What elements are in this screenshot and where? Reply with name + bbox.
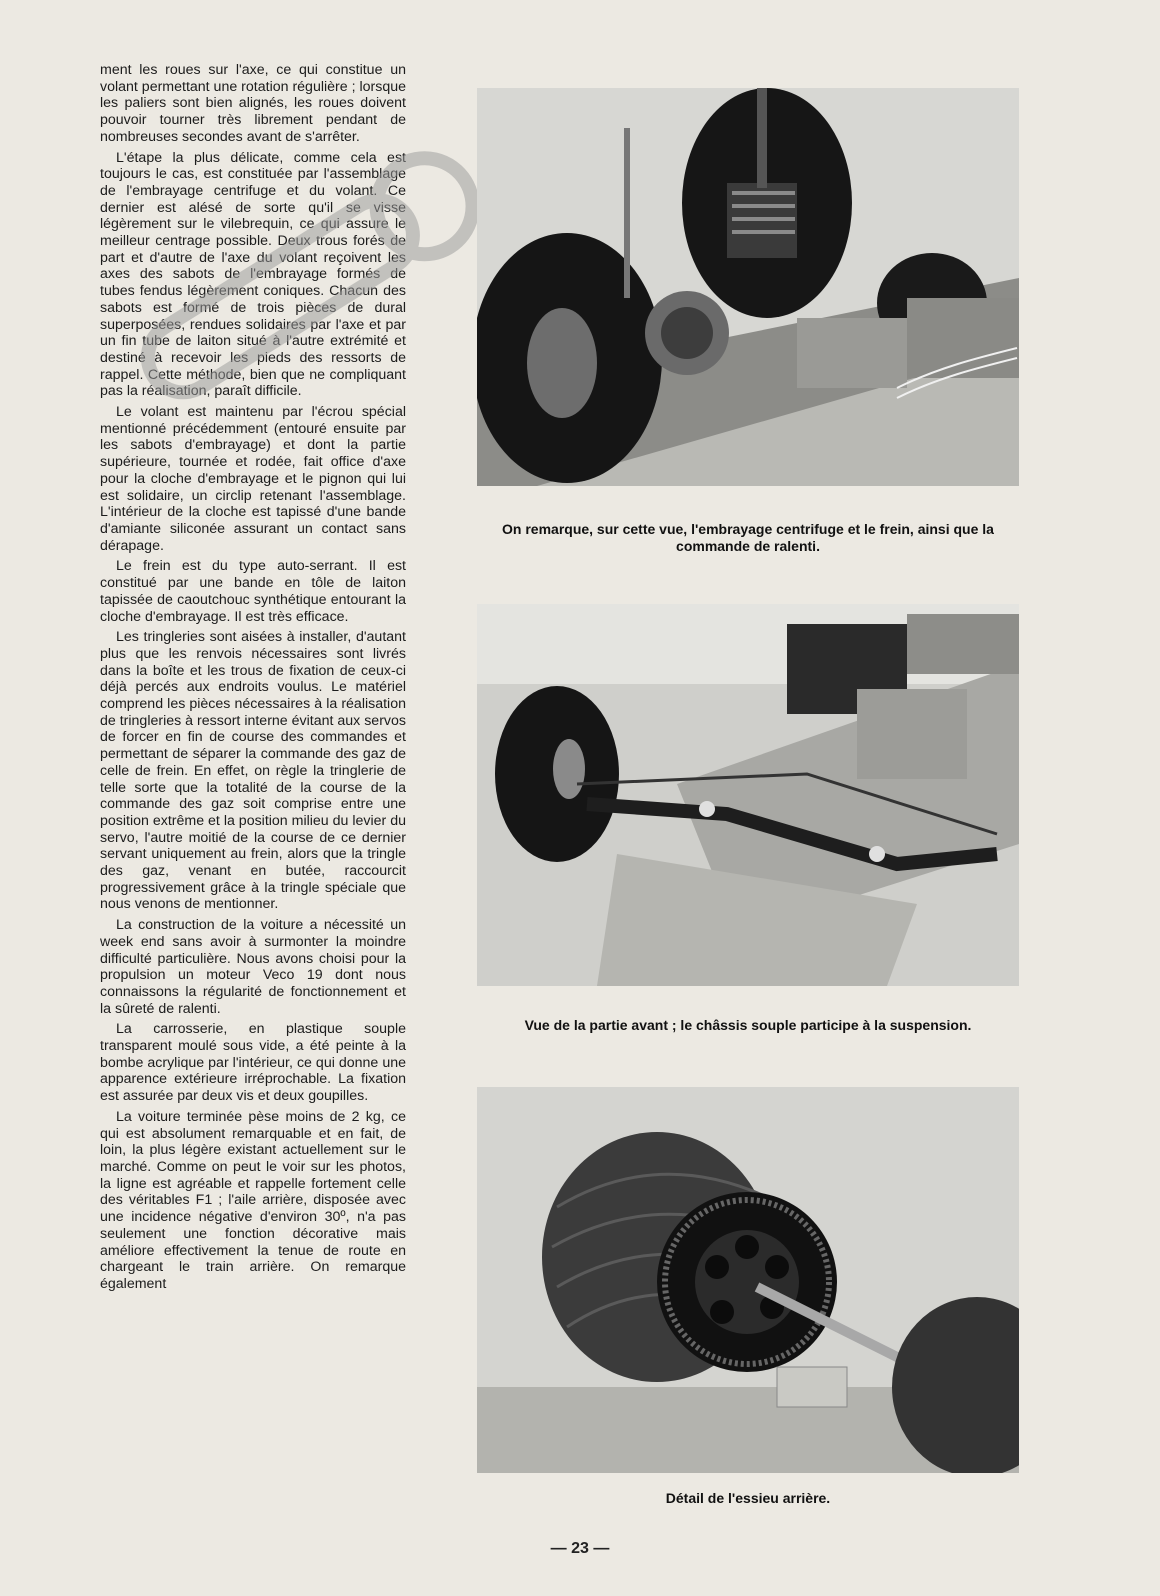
paragraph-7: La carrosserie, en plastique souple transparent moulé sous vide, a été peinte à la bombe acrylique par l'intérieur, ce qui donne une apparence extérieure irréprochable. La fixation est assurée par deux vis et deux goupilles. bbox=[100, 1021, 406, 1105]
photo-engine-clutch bbox=[477, 88, 1019, 486]
paragraph-2: L'étape la plus délicate, comme cela est toujours le cas, est constituée par l'assemblage de l'embrayage centrifuge et du volant. Ce dernier est alésé de sorte qu'il se visse légèrement sur le vilebrequin, ce qui assure le meilleur centrage possible. Deux trous forés de part et d'autre de l'axe du volant reçoivent les axes des sabots de l'embrayage formés de tubes fendus légèrement coniques. Chacun des sabots est formé de trois pièces de dural superposées, rendues solidaires par l'axe et par un fin tube de laiton situé à l'autre extrémité et destiné à recevoir les pieds des ressorts de rappel. Cette méthode, bien que ne compliquant pas la réalisation, paraît difficile. bbox=[100, 149, 406, 400]
paragraph-6: La construction de la voiture a nécessité un week end sans avoir à surmonter la moindre difficulté particulière. Nous avons choisi pour la propulsion un moteur Veco 19 dont nous connaissons la régularité de fonctionnement et la sûreté de ralenti. bbox=[100, 917, 406, 1017]
photo-front-section bbox=[477, 604, 1019, 986]
photo-rear-axle bbox=[477, 1087, 1019, 1473]
article-text-column bbox=[100, 62, 406, 1297]
paragraph-4: Le frein est du type auto-serrant. Il est constitué par une bande en tôle de laiton tapissée de caoutchouc synthétique entourant la cloche d'embrayage. Il est très efficace. bbox=[100, 558, 406, 625]
paragraph-3: Le volant est maintenu par l'écrou spécial mentionné précédemment (entouré ensuite par les sabots d'embrayage) et dont la partie supérieure, tournée et rodée, fait office d'axe pour la cloche d'embrayage et le pignon qui lui est solidaire, un circlip retenant l'assemblage. L'intérieur de la cloche est tapissé d'une bande d'amiante siliconée assurant un contact sans dérapage. bbox=[100, 404, 406, 554]
caption-photo-1: On remarque, sur cette vue, l'embrayage centrifuge et le frein, ainsi que la commande de ralenti. bbox=[502, 521, 994, 554]
paragraph-8: La voiture terminée pèse moins de 2 kg, ce qui est absolument remarquable et en fait, de loin, la plus légère existant actuellement sur le marché. Comme on peut le voir sur les photos, la ligne est agréable et rappelle fortement celle des véritables F1 ; l'aile arrière, disposée avec une incidence négative d'environ 30º, n'a pas seulement une fonction décorative mais améliore effectivement la tenue de route en chargeant le train arrière. On remarque également bbox=[100, 1108, 406, 1292]
caption-photo-3: Détail de l'essieu arrière. bbox=[665, 1490, 831, 1506]
page-number: — 23 — bbox=[550, 1540, 610, 1557]
paragraph-1: ment les roues sur l'axe, ce qui constitue un volant permettant une rotation régulière ; lorsque les paliers sont bien alignés, les roues doivent pouvoir tourner très librement pendant de nombreuses secondes avant de s'arrêter. bbox=[100, 62, 407, 145]
caption-photo-2: Vue de la partie avant ; le châssis souple participe à la suspension. bbox=[524, 1017, 972, 1033]
paragraph-5: Les tringleries sont aisées à installer, d'autant plus que les renvois nécessaires sont livrés dans la boîte et les trous de fixation de ceux-ci déjà percés aux endroits voulus. Le matériel comprend les pièces nécessaires à la réalisation de tringleries à ressort interne évitant aux servos de forcer en fin de course des commandes et permettant de séparer la commande des gaz de celle de frein. En effet, on règle la tringlerie de telle sorte que la totalité de la course de la commande des gaz soit comprise entre une position extrême et la position milieu du levier du servo, l'autre moitié de la course de ce dernier servant uniquement au frein, alors que la tringle des gaz, venant en butée, raccourcit progressivement grâce à la tringle spéciale que nous venons de mentionner. bbox=[100, 629, 406, 913]
